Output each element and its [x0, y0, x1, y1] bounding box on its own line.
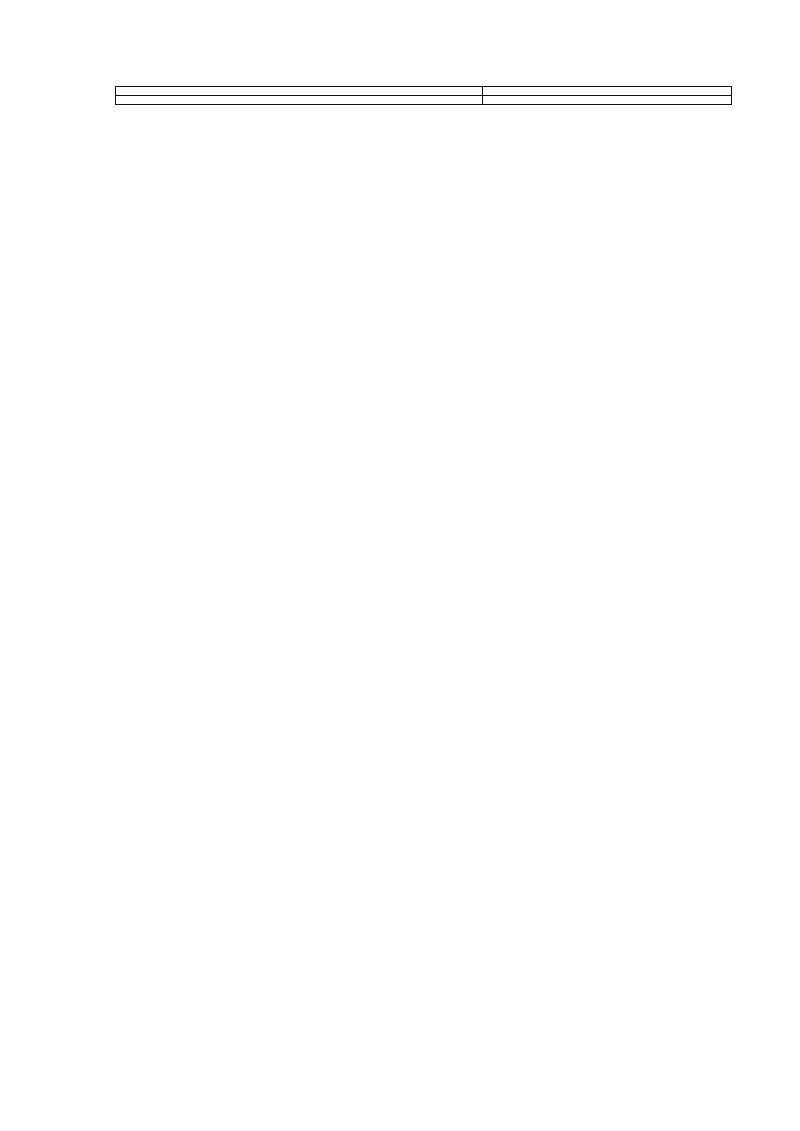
reading-cell [483, 96, 732, 105]
header-expected-products [483, 87, 732, 96]
watermark-text [156, 258, 665, 823]
table-row [116, 96, 732, 105]
header-activities [116, 87, 483, 96]
table-header-row [116, 87, 732, 96]
activity-table [115, 86, 732, 105]
task-1-cell [116, 96, 483, 105]
document-page [115, 74, 732, 105]
